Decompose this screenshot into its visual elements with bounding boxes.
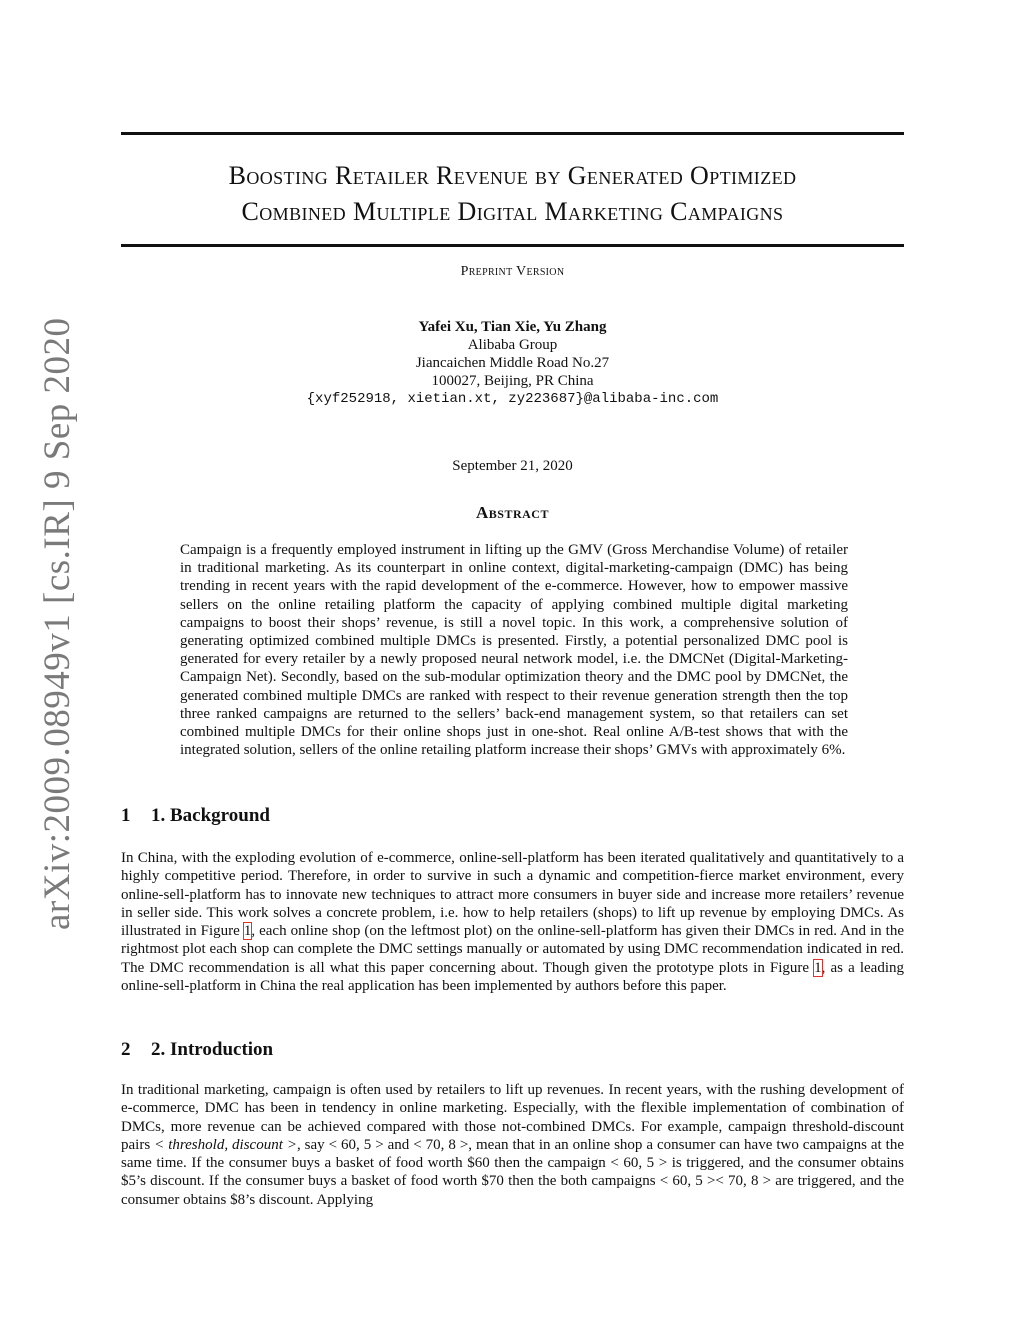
author-block <box>121 318 904 408</box>
abstract-heading: Abstract <box>476 503 549 522</box>
paragraph-text: In traditional marketing, campaign is often used by retailers to lift up revenues. In recent years, with the rushing development of e-commerce, DMC has been in tendency in online marketing. Especially, with the flexible implementation of combination of DMCs, more revenue can be achieved compared with those not-combined DMCs. For example, campaign threshold-discount pairs <box>121 1082 904 1153</box>
math-expression: < threshold, discount > <box>154 1136 297 1153</box>
section-title: 1. Background <box>151 805 270 826</box>
author-email: {xyf252918, xietian.xt, zy223687}@alibaba-inc.com <box>306 391 719 407</box>
abstract-text: Campaign is a frequently employed instrument in lifting up the GMV (Gross Merchandise Volume) of retailer in traditional marketing. As its counterpart in online context, digital-marketing-campaign (DMC) has being trending in recent years with the rapid development of the e-commerce. However, how to empower massive sellers on the online retailing platform the capacity of applying combined multiple digital marketing campaigns to boost their shops’ revenue, is still a novel topic. In this work, a comprehensive solution of generating optimized combined multiple DMCs is presented. Firstly, a potential personalized DMC pool is generated for every retailer by a newly proposed neural network model, i.e. the DMCNet (Digital-Marketing-Campaign Net). Secondly, based on the sub-modular optimization theory and the DMC pool by DMCNet, the generated combined multiple DMCs are ranked with respect to their revenue generation strength then the top three ranked campaigns are returned to the sellers’ back-end management system, so that retailers can set combined multiple DMCs for their online shops just in one-shot. Real online A/B-test shows that with the integrated solution, sellers of the online retailing platform increase their shops’ GMVs with approximately 6%. <box>180 542 848 759</box>
paragraph-text: , say < 60, 5 > and < 70, 8 >, mean that in an online shop a consumer can have two campaigns at the same time. If the consumer buys a basket of food worth $60 then the campaign < 60, 5 > is triggered, and the consumer obtains $5’s discount. If the consumer buys a basket of food worth $70 then the both campaigns < 60, 5 >< 70, 8 > are triggered, and the consumer obtains $8’s discount. Applying <box>121 1136 904 1208</box>
author-address-line-1: Jiancaichen Middle Road No.27 <box>415 355 610 371</box>
title-line-1: Boosting Retailer Revenue by Generated Optimized <box>228 161 797 190</box>
paper-date: September 21, 2020 <box>452 458 573 474</box>
paper-title <box>121 158 904 230</box>
paragraph-text: , as a leading online-sell-platform in China the real application has been implemented by authors before this paper. <box>121 959 904 995</box>
section-number: 1 <box>121 805 131 826</box>
section-heading-introduction <box>121 1039 273 1061</box>
author-affiliation: Alibaba Group <box>467 337 558 353</box>
title-rule-top <box>121 132 904 135</box>
figure-reference-link[interactable]: 1 <box>243 923 252 940</box>
title-line-2: Combined Multiple Digital Marketing Campaigns <box>241 197 784 226</box>
introduction-paragraph <box>121 1081 904 1209</box>
section-number: 2 <box>121 1039 131 1060</box>
figure-reference-link[interactable]: 1 <box>814 959 822 976</box>
author-address-line-2: 100027, Beijing, PR China <box>431 373 594 389</box>
section-title: 2. Introduction <box>151 1039 274 1060</box>
background-paragraph <box>121 849 904 995</box>
arxiv-stamp: arXiv:2009.08949v1 [cs.IR] 9 Sep 2020 <box>37 317 78 930</box>
preprint-label: Preprint Version <box>460 264 565 279</box>
title-rule-bottom <box>121 244 904 247</box>
paragraph-text: , each online shop (on the leftmost plot) on the online-sell-platform has given their DMCs in red. And in the rightmost plot each shop can complete the DMC settings manually or automated by using DMC recommendation indicated in red. The DMC recommendation is all what this paper concerning about. Though given the prototype plots in Figure <box>121 923 904 976</box>
section-heading-background <box>121 805 270 827</box>
paragraph-text: In China, with the exploding evolution of e-commerce, online-sell-platform has been iterated qualitatively and quantitatively to a highly competitive period. Therefore, in order to survive in such a dynamic and competition-fierce market environment, every online-sell-platform has to innovate new techniques to attract more consumers in buyer side and increase more retailers’ revenue in seller side. This work solves a concrete problem, i.e. how to help retailers (shops) to lift up revenue by employing DMCs. As illustrated in Figure <box>121 850 904 940</box>
author-names: Yafei Xu, Tian Xie, Yu Zhang <box>418 319 607 335</box>
